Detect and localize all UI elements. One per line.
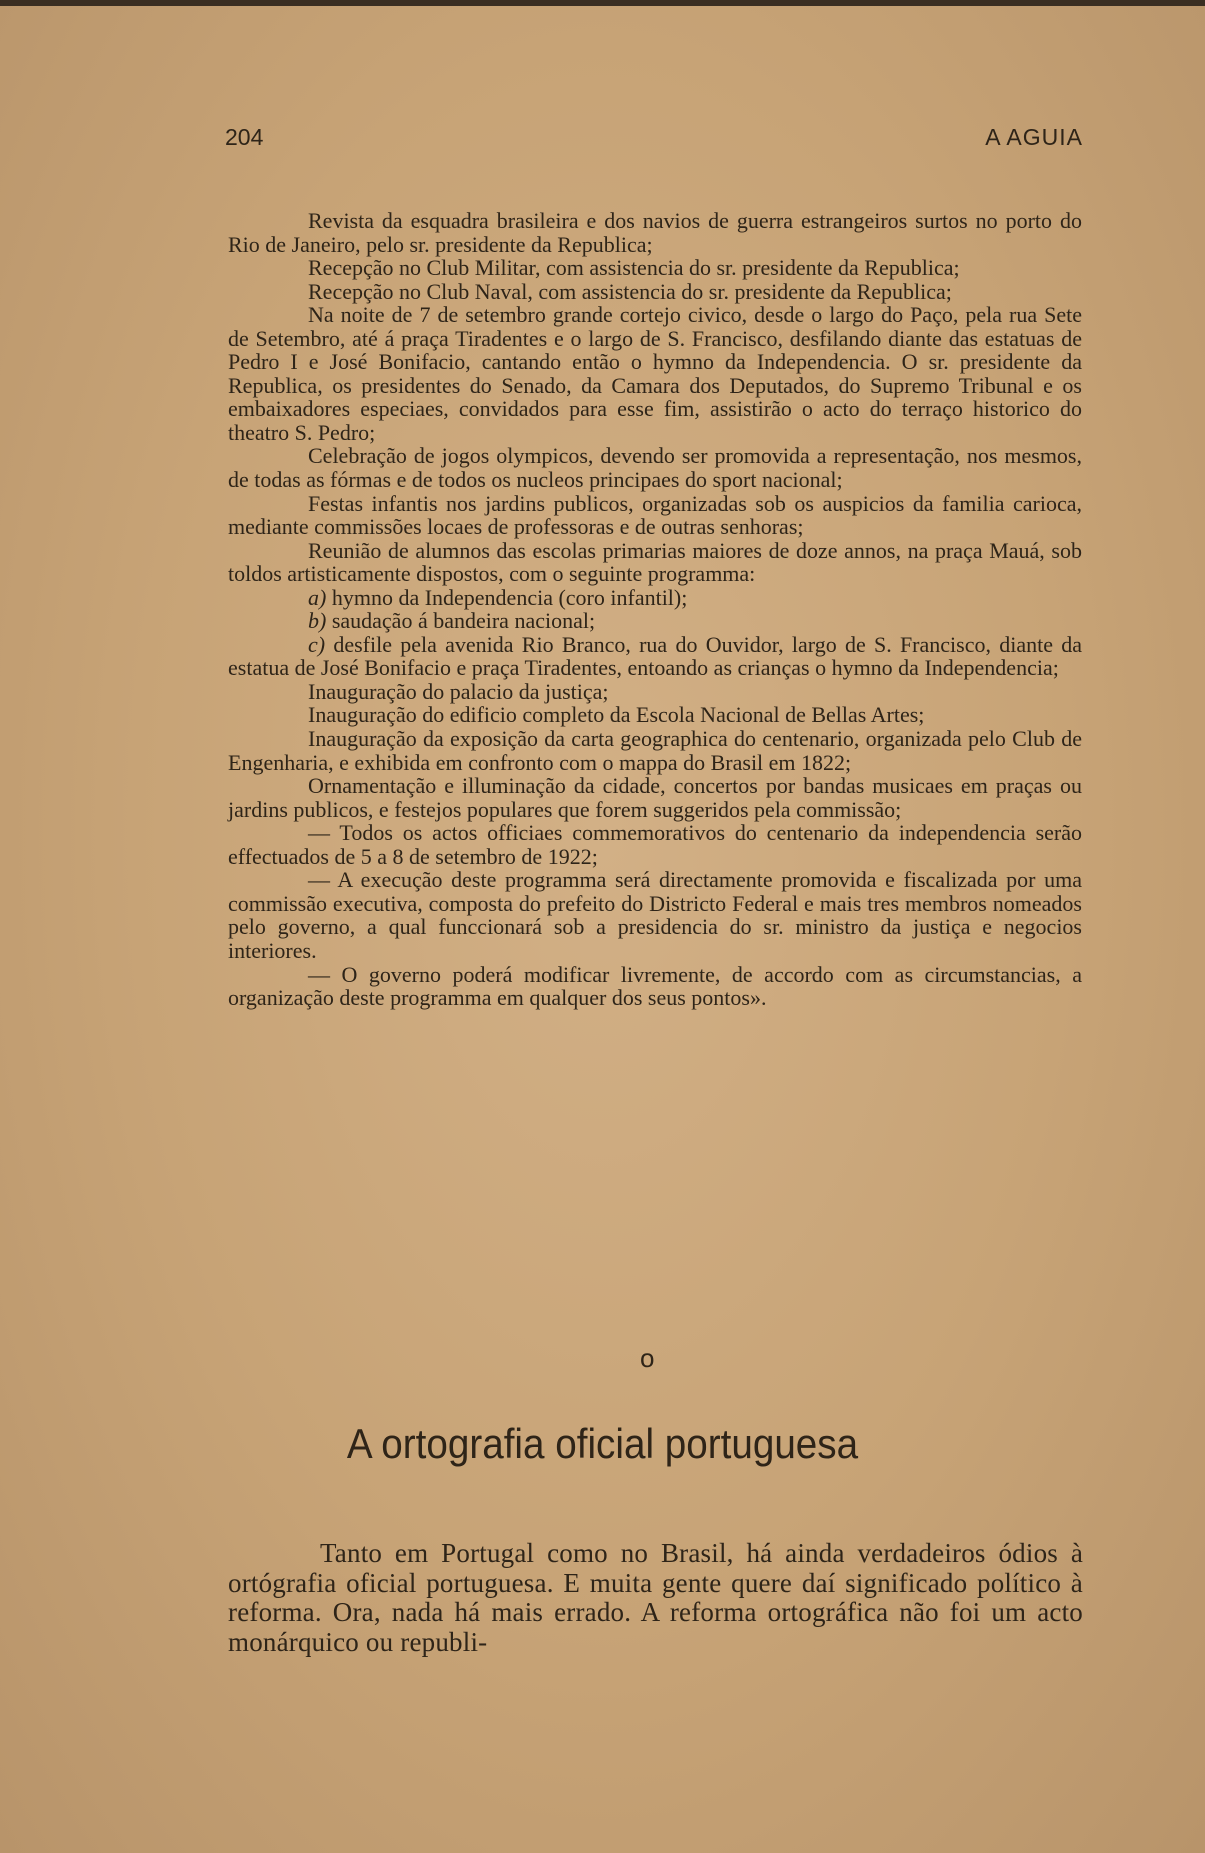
article-body bbox=[228, 1539, 1083, 1657]
paragraph: Ornamentação e illuminação da cidade, concertos por bandas musicaes em praças ou jardins publicos, e festejos populares que forem suggeridos pela commissão; bbox=[228, 773, 1082, 822]
page-top-edge bbox=[0, 0, 1205, 6]
article-title: A ortografia oficial portuguesa bbox=[346, 1420, 859, 1467]
section-ornament: o bbox=[640, 1343, 655, 1373]
item-text: desfile pela avenida Rio Branco, rua do Ouvidor, largo de S. Francisco, diante da estatua de José Bonifacio e praça Tiradentes, entoando as crianças o hymno da Independencia; bbox=[228, 631, 1082, 681]
body-text bbox=[228, 209, 1082, 1010]
paragraph: Recepção no Club Naval, com assistencia do sr. presidente da Republica; bbox=[308, 278, 952, 304]
item-text: hymno da Independencia (coro infantil); bbox=[331, 584, 688, 610]
paragraph: Reunião de alumnos das escolas primarias maiores de doze annos, na praça Mauá, sob toldos artisticamente dispostos, com o seguinte programma: bbox=[228, 537, 1082, 587]
item-marker: b) bbox=[308, 608, 327, 634]
page-number: 204 bbox=[225, 124, 264, 150]
paragraph: Inauguração do palacio da justiça; bbox=[308, 678, 609, 704]
item-text: saudação á bandeira nacional; bbox=[331, 608, 596, 634]
program-item bbox=[228, 609, 1082, 633]
paragraph: — A execução deste programma será directamente promovida e fiscalizada por uma commissão executiva, composta do prefeito do Districto Federal e mais tres membros nomeados pelo governo, a qual funccionará sob a presidencia do sr. ministro da justiça e negocios interiores. bbox=[228, 867, 1082, 963]
paragraph: — O governo poderá modificar livremente, de accordo com as circumstancias, a organização deste programma em qualquer dos seus pontos». bbox=[228, 961, 1082, 1011]
item-marker: a) bbox=[308, 584, 327, 610]
paragraph: Na noite de 7 de setembro grande cortejo civico, desde o largo do Paço, pela rua Sete de Setembro, até á praça Tiradentes e o largo de S. Francisco, desfilando diante das estatuas de Pedro I e José Bonifacio, cantando então o hymno da Independencia. O sr. presidente da Republica, os presidentes do Senado, da Camara dos Deputados, do Supremo Tribunal e os embaixadores especiaes, convidados para esse fim, assistirão o acto do terraço historico do theatro S. Pedro; bbox=[228, 302, 1082, 445]
paragraph: — Todos os actos officiaes commemorativos do centenario da independencia serão effectuados de 5 a 8 de setembro de 1922; bbox=[228, 820, 1082, 869]
running-title: A AGUIA bbox=[985, 124, 1083, 150]
paragraph: Celebração de jogos olympicos, devendo ser promovida a representação, nos mesmos, de todas as fórmas e de todos os nucleos principaes do sport nacional; bbox=[228, 443, 1082, 493]
program-item bbox=[228, 633, 1082, 680]
paragraph: Inauguração da exposição da carta geographica do centenario, organizada pelo Club de Engenharia, e exhibida em confronto com o mappa do Brasil em 1822; bbox=[228, 726, 1082, 775]
paragraph: Festas infantis nos jardins publicos, organizadas sob os auspicios da familia carioca, mediante commissões locaes de professoras e de outras senhoras; bbox=[228, 490, 1082, 540]
program-item bbox=[228, 586, 1082, 610]
page-header bbox=[225, 124, 1083, 156]
item-marker: c) bbox=[308, 631, 326, 657]
article-paragraph: Tanto em Portugal como no Brasil, há ainda verdadeiros ódios à ortógrafia oficial portuguesa. E muita gente quere daí significado político à reforma. Ora, nada há mais errado. A reforma ortográfica não foi um acto monárquico ou republi- bbox=[228, 1538, 1083, 1657]
paragraph: Revista da esquadra brasileira e dos navios de guerra estrangeiros surtos no porto do Rio de Janeiro, pelo sr. presidente da Republica; bbox=[228, 208, 1082, 257]
paragraph: Inauguração do edificio completo da Escola Nacional de Bellas Artes; bbox=[308, 702, 925, 728]
paragraph: Recepção no Club Militar, com assistencia do sr. presidente da Republica; bbox=[308, 255, 960, 281]
